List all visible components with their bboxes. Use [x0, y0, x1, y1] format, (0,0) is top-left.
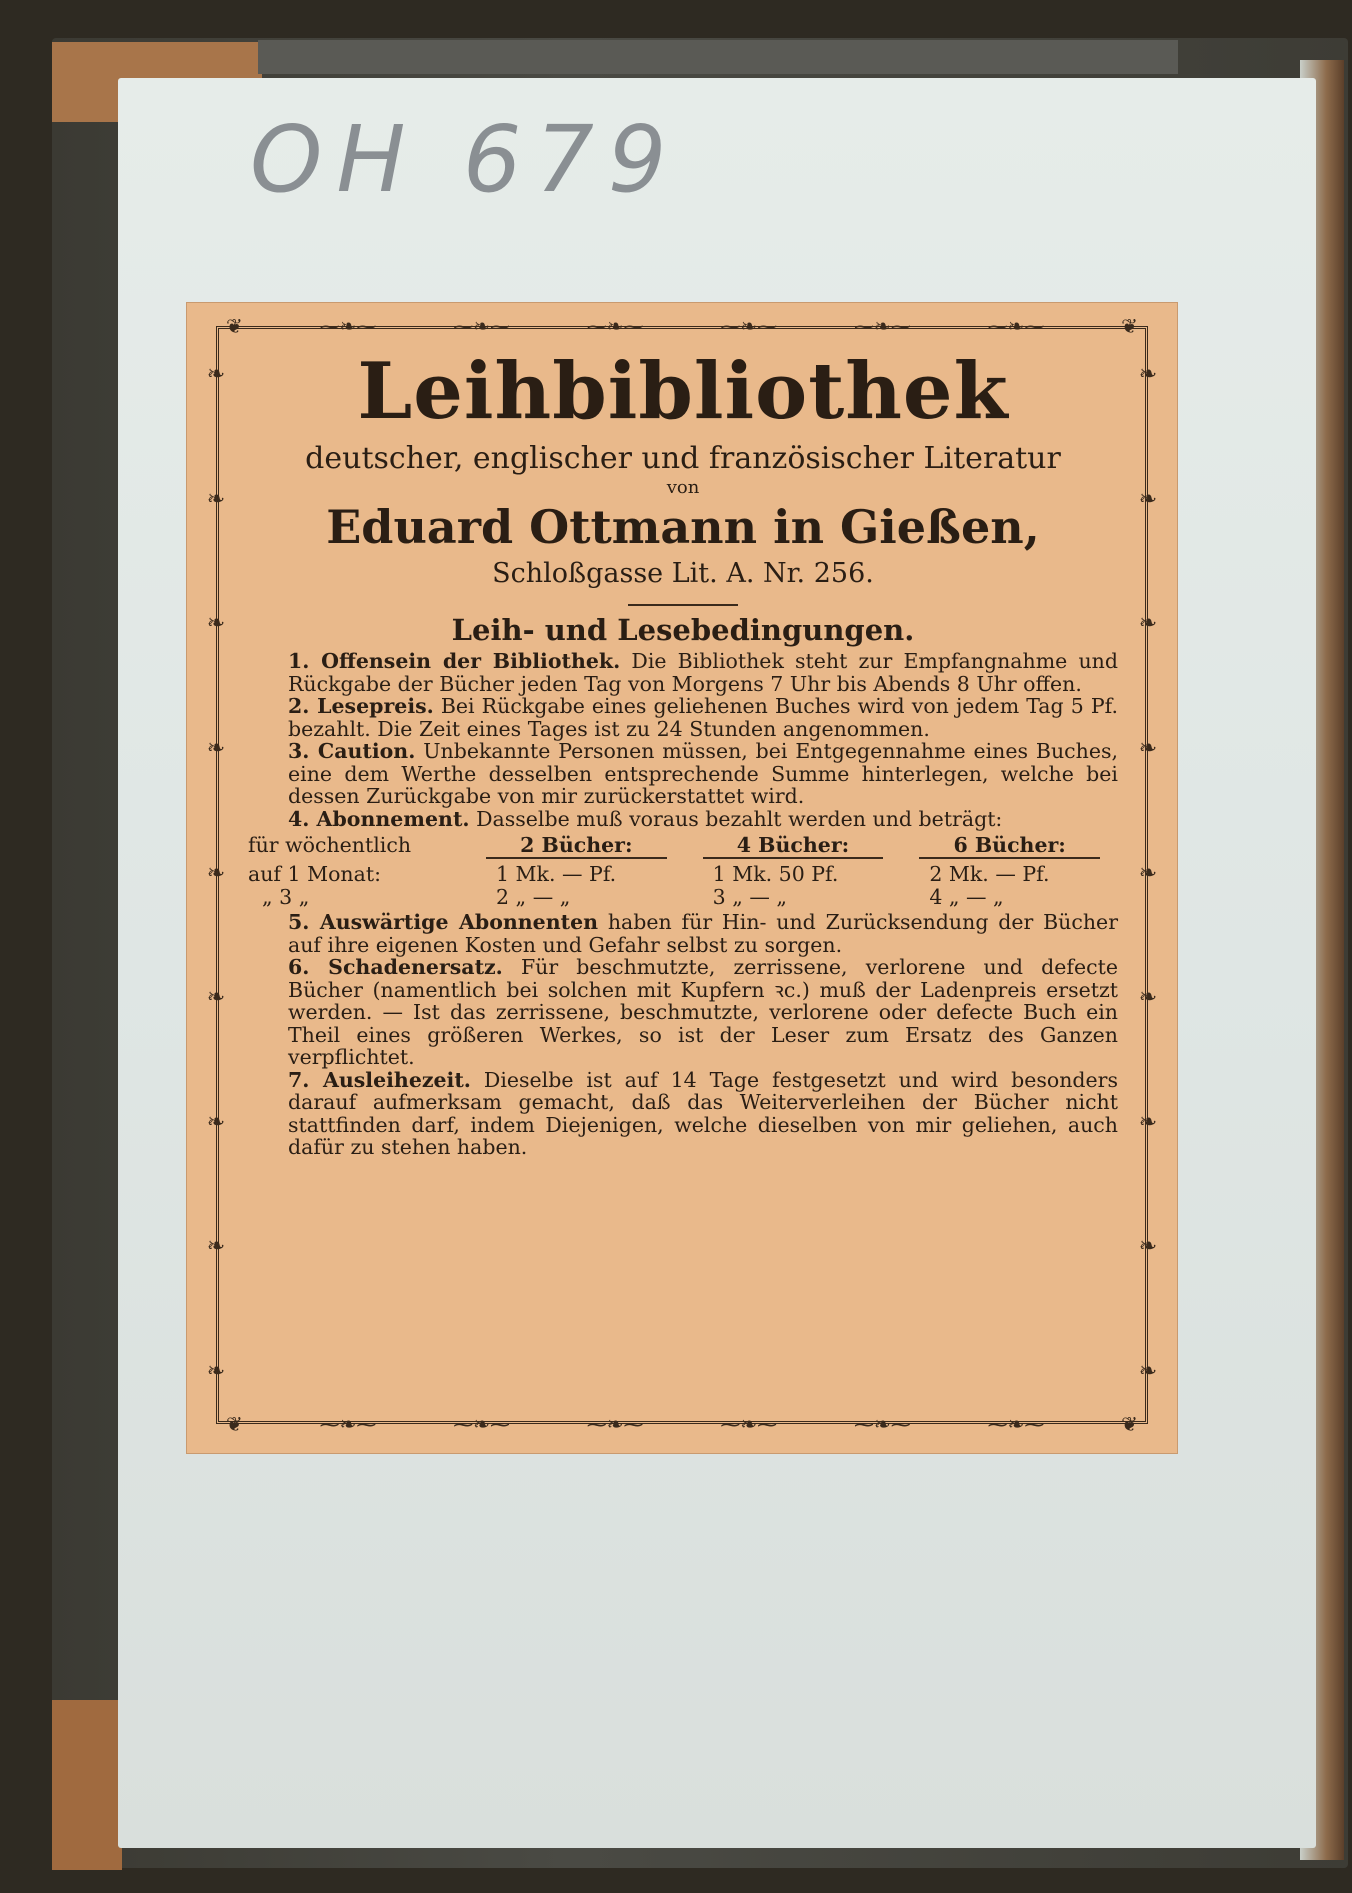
- rates-col-2-books: 2 Bücher:: [486, 834, 667, 859]
- conditions-title: Leih- und Lesebedingungen.: [451, 613, 915, 647]
- label-content: [248, 342, 1118, 1410]
- rule-5: 5. Auswärtige Abonnenten haben für Hin- und Zurücksendung der Bücher auf ihre eigenen Kosten und Gefahr selbst zu sorgen.: [288, 910, 1118, 957]
- library-label: [186, 302, 1178, 1454]
- label-von: von: [666, 477, 700, 498]
- spine-band: [258, 40, 1178, 74]
- rule-6: 6. Schadenersatz. Für beschmutzte, zerrissene, verlorene und defecte Bücher (namentlich bei solchen mit Kupfern ꝛc.) muß der Ladenpreis ersetzt werden. — Ist das zerrissene, beschmutzte, verlorene oder defecte Buch ein Theil eines größeren Werkes, so ist der Leser zum Ersatz des Ganzen verpflichtet.: [288, 955, 1118, 1069]
- rates-cell: 3 „ — „: [712, 885, 787, 909]
- rates-row-label-header: für wöchentlich: [248, 833, 412, 857]
- rule-7: 7. Ausleihezeit. Dieselbe ist auf 14 Tage festgesetzt und wird besonders darauf aufmerksam gemacht, daß das Weiterverleihen der Bücher nicht stattfinden darf, indem Diejenigen, welche dieselben von mir geliehen, auch dafür zu stehen haben.: [288, 1067, 1118, 1159]
- rates-cell: 4 „ — „: [929, 885, 1004, 909]
- rule-3: 3. Caution. Unbekannte Personen müssen, bei Entgegennahme eines Buches, eine dem Werthe desselben entsprechende Summe hinterlegen, welche bei dessen Zurückgabe von mir zurückerstattet wird.: [288, 739, 1119, 808]
- handwritten-shelfmark: OH 679: [250, 106, 681, 213]
- rates-row-label: auf 1 Monat:: [248, 862, 381, 886]
- rates-row-label: „ 3 „: [262, 885, 310, 909]
- rule-2: 2. Lesepreis. Bei Rückgabe eines geliehenen Buches wird von jedem Tag 5 Pf. bezahlt. Die Zeit eines Tages ist zu 24 Stunden angenommen.: [288, 694, 1118, 741]
- ornament-top: ❦ ⁓❧⁓ ⁓❧⁓ ⁓❧⁓ ⁓❧⁓ ⁓❧⁓ ⁓❧⁓ ❦: [226, 314, 1138, 338]
- ornament-left: ❧ ❧ ❧ ❧ ❧ ❧ ❧ ❧ ❧: [206, 362, 226, 1384]
- rates-cell: 1 Mk. 50 Pf.: [712, 862, 839, 886]
- label-address: Schloßgasse Lit. A. Nr. 256.: [492, 558, 874, 589]
- rule-1: 1. Offensein der Bibliothek. Die Bibliothek steht zur Empfangnahme und Rückgabe der Bücher jeden Tag von Morgens 7 Uhr bis Abends 8 Uhr offen.: [288, 649, 1118, 696]
- rates-col-6-books: 6 Bücher:: [919, 834, 1100, 859]
- ornament-bottom: ❦ ⁓❧⁓ ⁓❧⁓ ⁓❧⁓ ⁓❧⁓ ⁓❧⁓ ⁓❧⁓ ❦: [226, 1412, 1138, 1436]
- rates-cell: 2 „ — „: [496, 885, 571, 909]
- label-owner: Eduard Ottmann in Gießen,: [326, 500, 1040, 554]
- rates-cell: 2 Mk. — Pf.: [929, 862, 1050, 886]
- label-subtitle: deutscher, englischer und französischer Literatur: [305, 441, 1061, 476]
- rates-cell: 1 Mk. — Pf.: [496, 862, 617, 886]
- title-divider: [628, 604, 738, 606]
- label-title: Leihbibliothek: [357, 346, 1009, 437]
- ornament-right: ❧ ❧ ❧ ❧ ❧ ❧ ❧ ❧ ❧: [1138, 362, 1158, 1384]
- rates-col-4-books: 4 Bücher:: [703, 834, 884, 859]
- rule-4: 4. Abonnement. Dasselbe muß voraus bezahlt werden und beträgt:: [288, 806, 1003, 831]
- subscription-rates-table: [248, 834, 1118, 909]
- leather-corner-bottom: [52, 1700, 122, 1870]
